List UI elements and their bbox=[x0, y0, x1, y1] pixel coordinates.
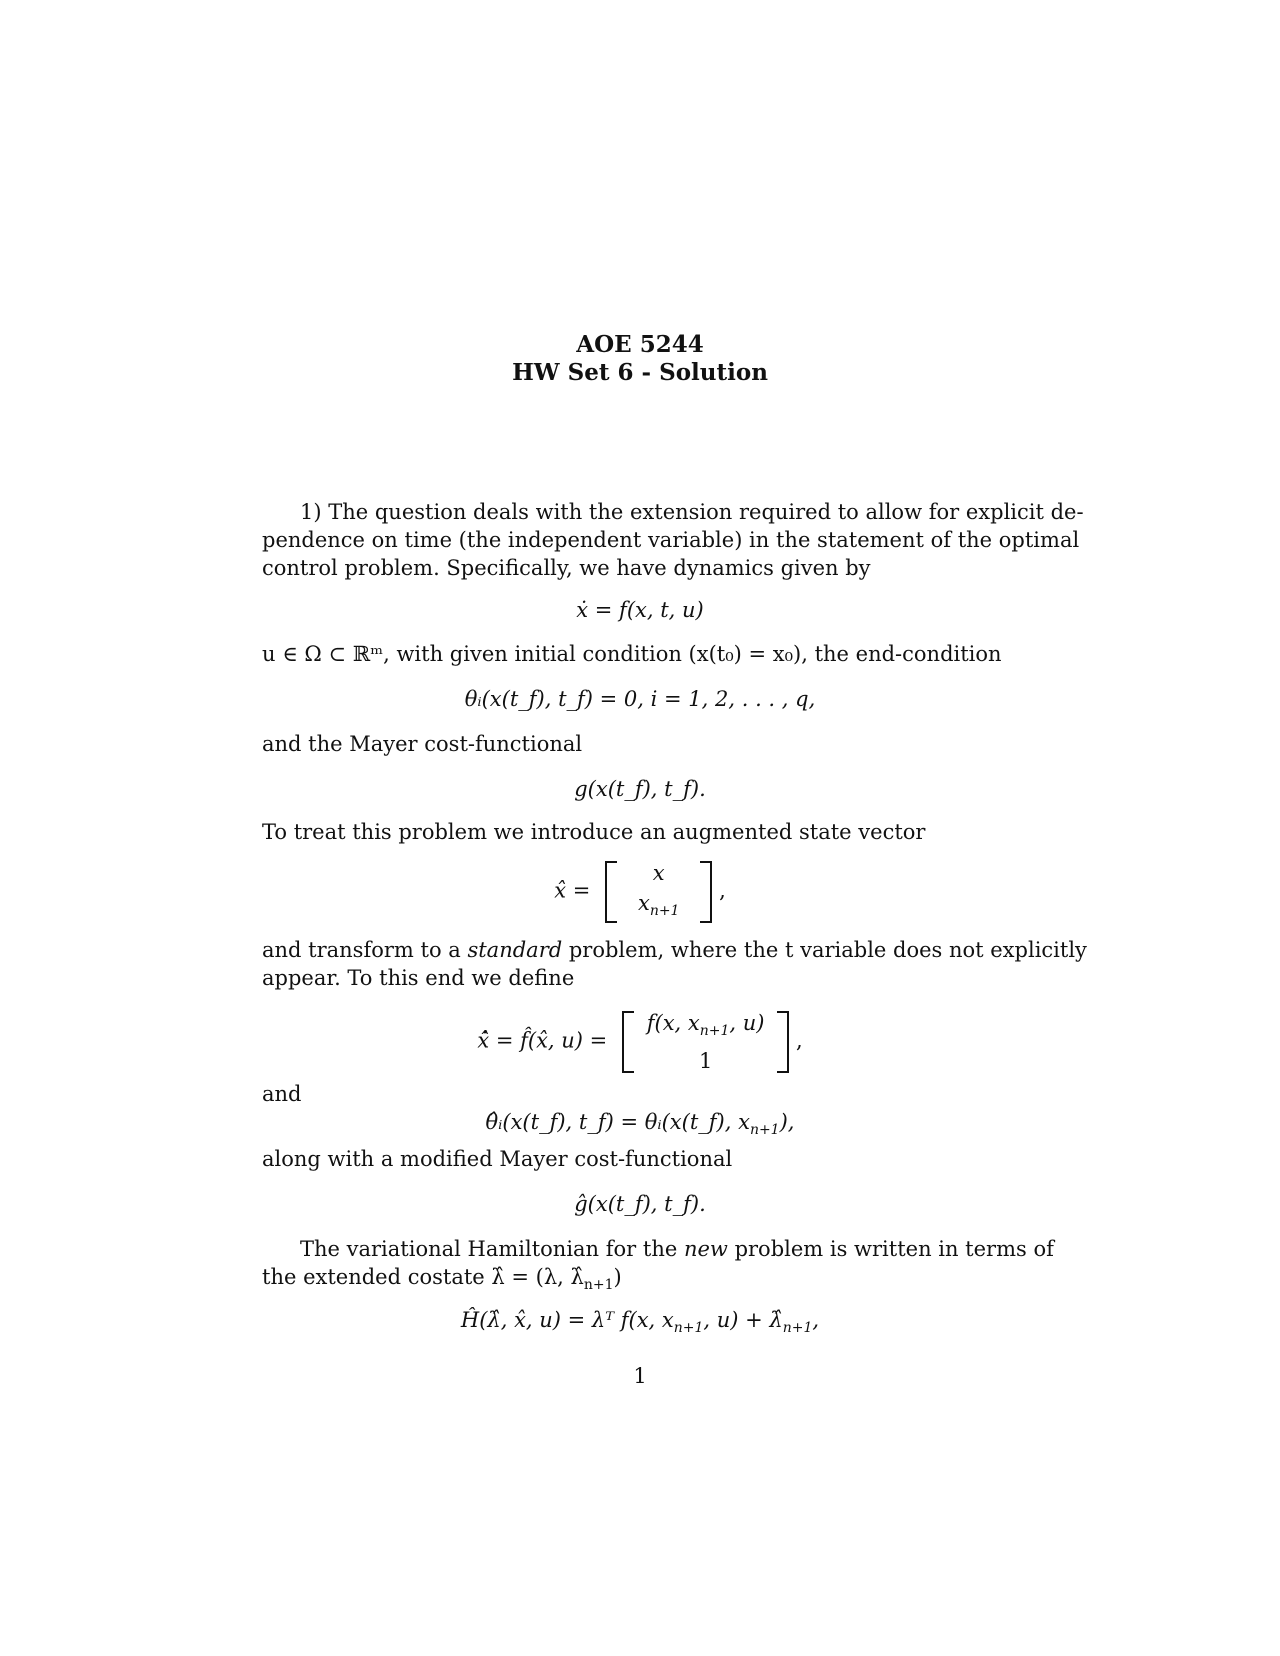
paragraph-1-line-3: control problem. Specifically, we have dynamics given by bbox=[262, 556, 871, 580]
matrix-top-entry: x bbox=[652, 861, 665, 885]
equation-augmented-state: x̂ = x $x_{n+1}$ , bbox=[0, 858, 1280, 926]
equation-end-condition: θᵢ(x(t_f), t_f) = 0, i = 1, 2, . . . , q, bbox=[464, 687, 816, 711]
equation-theta-hat: θ̂ᵢ(x(t_f), t_f) = θᵢ(x(t_f), $x_{n+1}$), bbox=[485, 1110, 795, 1139]
paragraph-3: and the Mayer cost-functional bbox=[262, 732, 583, 756]
equation-g-hat: ĝ(x(t_f), t_f). bbox=[574, 1192, 706, 1216]
paragraph-8-line-1: The variational Hamiltonian for the new problem is written in terms of bbox=[300, 1237, 1054, 1261]
document-subtitle: HW Set 6 - Solution bbox=[512, 359, 768, 386]
right-bracket bbox=[777, 1011, 789, 1073]
augmented-state-matrix bbox=[624, 858, 694, 926]
left-bracket bbox=[622, 1011, 634, 1073]
page-number: 1 bbox=[633, 1364, 647, 1388]
paragraph-5 bbox=[262, 936, 1087, 992]
paragraph-5-line-2: appear. To this end we define bbox=[262, 966, 575, 990]
left-bracket bbox=[605, 861, 617, 923]
paragraph-1-line-2: pendence on time (the independent variable) in the statement of the optimal bbox=[262, 528, 1080, 552]
equation-dynamics: ẋ = f(x, t, u) bbox=[576, 598, 704, 622]
paragraph-8 bbox=[262, 1235, 1054, 1299]
equation-mayer-cost: g(x(t_f), t_f). bbox=[574, 777, 706, 801]
course-title: AOE 5244 bbox=[576, 331, 704, 358]
paragraph-1-line-1: 1) The question deals with the extension required to allow for explicit de- bbox=[300, 500, 1084, 524]
paragraph-7: along with a modified Mayer cost-functional bbox=[262, 1147, 733, 1171]
matrix-bottom-entry: 1 bbox=[698, 1049, 713, 1074]
paragraph-6: and bbox=[262, 1082, 302, 1106]
extended-dynamics-lhs: x̂̇ = f̂(x̂, u) = bbox=[477, 1028, 608, 1053]
right-bracket bbox=[700, 861, 712, 923]
paragraph-2: u ∈ Ω ⊂ ℝᵐ, with given initial condition (x(t₀) = x₀), the end-condition bbox=[262, 642, 1002, 666]
paragraph-5-line-1: and transform to a standard problem, where the t variable does not explicitly bbox=[262, 938, 1087, 962]
emphasis-standard: standard bbox=[467, 938, 563, 962]
extended-dynamics-matrix bbox=[641, 1008, 771, 1076]
matrix-bottom-entry: $x_{n+1}$ bbox=[637, 891, 680, 920]
paragraph-4: To treat this problem we introduce an augmented state vector bbox=[262, 820, 926, 844]
equation-extended-dynamics: x̂̇ = f̂(x̂, u) = f(x, $x_{n+1}$, u) 1 , bbox=[0, 1008, 1280, 1076]
emphasis-new: new bbox=[683, 1237, 728, 1261]
matrix-top-entry: f(x, $x_{n+1}$, u) bbox=[646, 1011, 765, 1040]
paragraph-1 bbox=[262, 498, 1084, 582]
paragraph-8-line-2: the extended costate λ̂ = (λ, $\lambdâ_{n+1}$) bbox=[262, 1265, 622, 1294]
equation-hamiltonian: Ĥ(λ̂, x̂, u) = λᵀ f(x, $x_{n+1}$, $u) + \lambdâ_{n+1}$, bbox=[460, 1308, 820, 1337]
augmented-state-lhs: x̂ = bbox=[554, 878, 591, 903]
